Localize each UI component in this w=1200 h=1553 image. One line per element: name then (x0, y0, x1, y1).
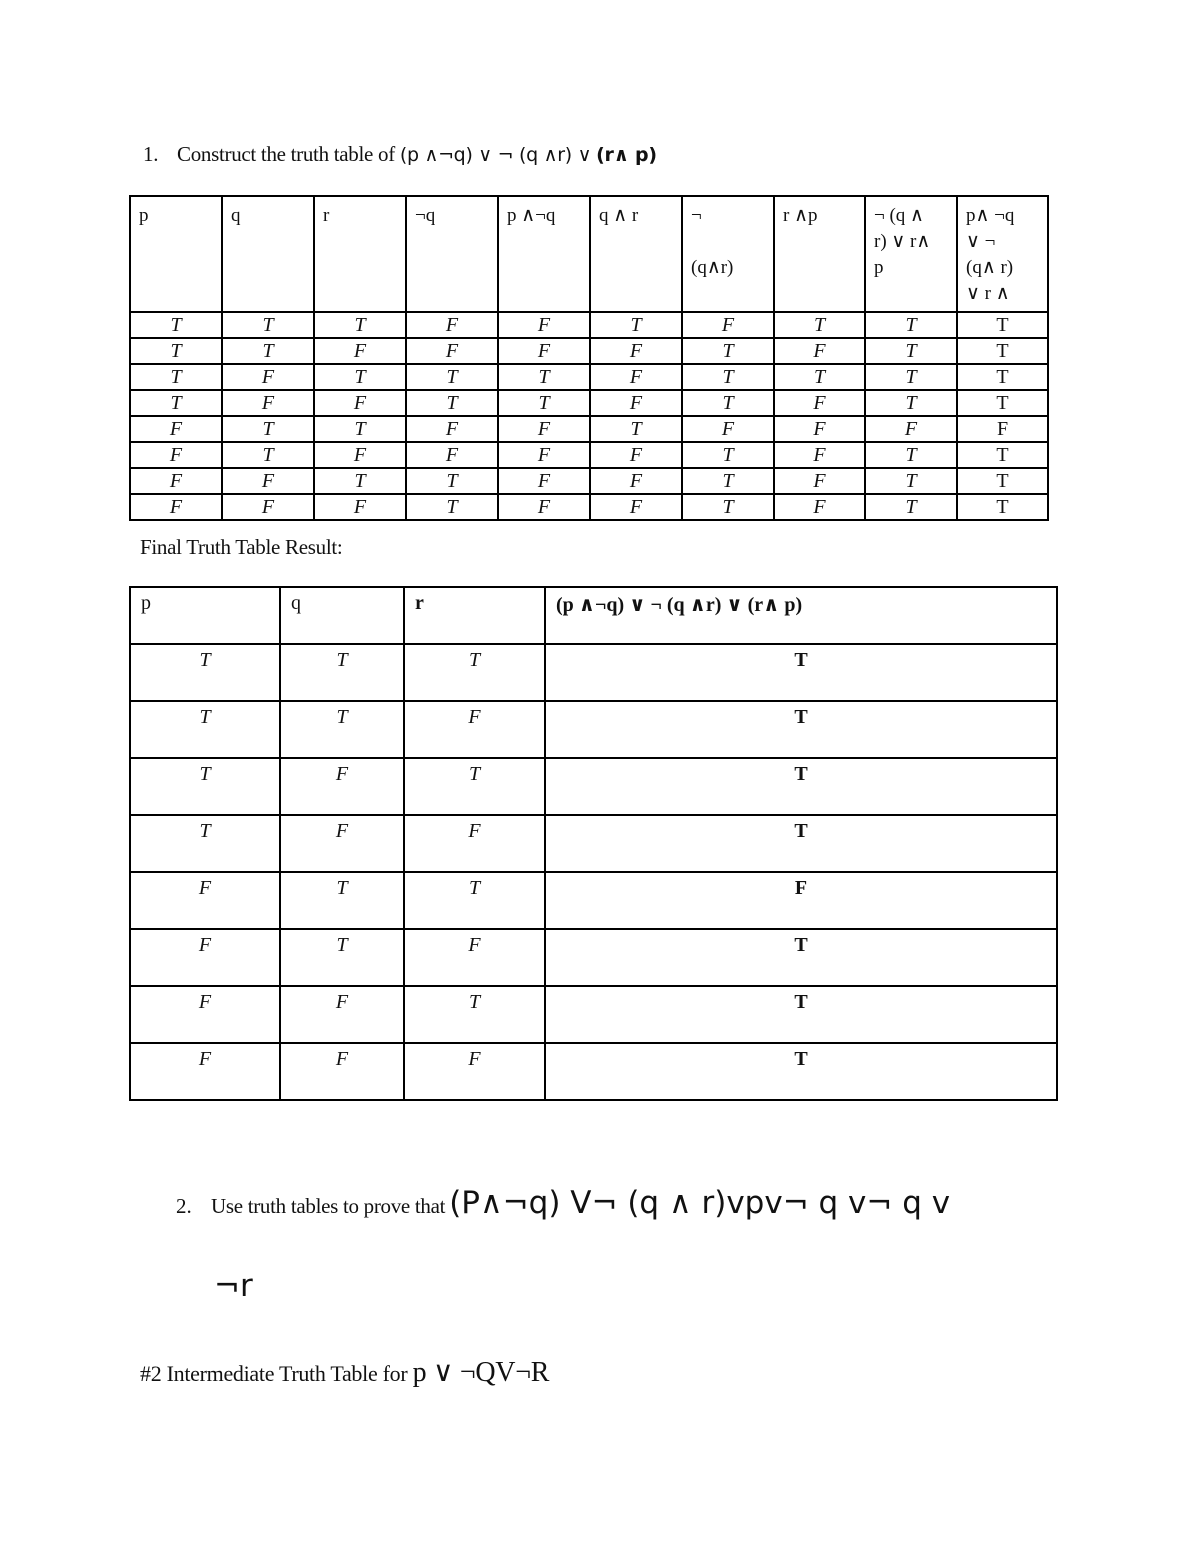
table-cell: T (682, 338, 774, 364)
table-cell: T (130, 815, 280, 872)
header-line: q ∧ r (599, 205, 639, 226)
table-cell: T (957, 364, 1048, 390)
table-header-row (130, 196, 1048, 312)
table-row (130, 312, 1048, 338)
table-cell: F (222, 364, 314, 390)
table-cell: T (865, 312, 957, 338)
table-cell: T (280, 929, 404, 986)
header-line: r) ∨ r∧ (874, 231, 931, 252)
table-cell: T (130, 644, 280, 701)
question-1-expression-tail: (r∧ p) (596, 144, 657, 166)
table-cell: T (130, 390, 222, 416)
question-2 (176, 1185, 1056, 1221)
table-row (130, 758, 1057, 815)
intermediate-label: #2 Intermediate Truth Table for (140, 1361, 408, 1386)
table-cell: T (682, 468, 774, 494)
table-row (130, 644, 1057, 701)
table-cell: F (498, 338, 590, 364)
table-cell: F (590, 338, 682, 364)
question-2-prompt: Use truth tables to prove that (211, 1194, 446, 1218)
table-cell: F (406, 338, 498, 364)
table-cell: T (865, 494, 957, 520)
table-cell: F (130, 442, 222, 468)
table-cell: F (498, 442, 590, 468)
table-cell: T (865, 364, 957, 390)
table-cell: F (314, 442, 406, 468)
header-line: (q∧ r) (966, 257, 1014, 278)
table-cell: F (498, 494, 590, 520)
table-cell: T (222, 442, 314, 468)
question-2-expression: (P∧¬q) V¬ (q ∧ r)vpv¬ q v¬ q v (449, 1185, 951, 1221)
table-cell: F (590, 442, 682, 468)
table-cell: F (130, 929, 280, 986)
table-cell: T (222, 312, 314, 338)
column-header (590, 196, 682, 312)
column-header (130, 196, 222, 312)
table-cell: T (545, 644, 1057, 701)
table-cell: F (774, 442, 865, 468)
table-cell: T (222, 338, 314, 364)
column-header (406, 196, 498, 312)
table-cell: F (222, 494, 314, 520)
table-cell: F (404, 701, 545, 758)
table-cell: T (682, 390, 774, 416)
column-header (865, 196, 957, 312)
table-cell: F (957, 416, 1048, 442)
table-cell: F (406, 416, 498, 442)
table-cell: F (545, 872, 1057, 929)
table-cell: F (406, 312, 498, 338)
header-line: (q∧r) (691, 257, 734, 278)
table-cell: F (498, 416, 590, 442)
table-cell: F (590, 468, 682, 494)
column-header (222, 196, 314, 312)
table-cell: F (590, 494, 682, 520)
table-cell: T (590, 416, 682, 442)
table-cell: T (130, 701, 280, 758)
table-row (130, 1043, 1057, 1100)
table-cell: F (280, 758, 404, 815)
table-cell: T (545, 701, 1057, 758)
table-cell: T (682, 494, 774, 520)
table-cell: F (590, 364, 682, 390)
header-line: ∨ r ∧ (966, 283, 1010, 304)
table-cell: T (406, 494, 498, 520)
table-cell: T (280, 644, 404, 701)
table-cell: T (222, 416, 314, 442)
table-cell: F (774, 468, 865, 494)
question-1 (143, 142, 657, 167)
table-row (130, 494, 1048, 520)
table-cell: F (130, 494, 222, 520)
intermediate-heading (140, 1355, 549, 1389)
final-table-label: Final Truth Table Result: (140, 535, 343, 559)
question-1-expression: (p ∧¬q) ∨ ¬ (q ∧r) ∨ (399, 144, 592, 166)
table-cell: T (545, 929, 1057, 986)
table-cell: T (957, 390, 1048, 416)
header-line (691, 229, 765, 255)
table-cell: F (865, 416, 957, 442)
table-cell: T (957, 468, 1048, 494)
question-1-prompt: Construct the truth table of (177, 142, 395, 166)
header-line: ¬ (691, 205, 702, 226)
table-cell: T (314, 312, 406, 338)
table-cell: T (404, 872, 545, 929)
table-cell: F (222, 390, 314, 416)
table-cell: F (280, 986, 404, 1043)
table-cell: T (865, 390, 957, 416)
question-2-expression-cont: ¬r (214, 1268, 253, 1304)
table-cell: F (404, 929, 545, 986)
table-cell: T (404, 644, 545, 701)
header-line: ∨ ¬ (966, 231, 996, 252)
table-row (130, 364, 1048, 390)
table-cell: T (280, 701, 404, 758)
table-cell: T (545, 1043, 1057, 1100)
table-cell: T (774, 312, 865, 338)
table-cell: T (682, 442, 774, 468)
table-cell: T (314, 364, 406, 390)
column-header (682, 196, 774, 312)
column-header: (p ∧¬q) ∨ ¬ (q ∧r) ∨ (r∧ p) (545, 587, 1057, 644)
column-header (498, 196, 590, 312)
table-cell: F (774, 494, 865, 520)
table-cell: T (682, 364, 774, 390)
table-row (130, 701, 1057, 758)
table-row (130, 442, 1048, 468)
table-cell: T (545, 986, 1057, 1043)
table-row (130, 338, 1048, 364)
table-cell: F (404, 815, 545, 872)
table-row (130, 390, 1048, 416)
table-cell: T (545, 758, 1057, 815)
table-cell: F (222, 468, 314, 494)
table-cell: T (957, 338, 1048, 364)
column-header: q (280, 587, 404, 644)
table-cell: T (404, 758, 545, 815)
final-truth-table (129, 586, 1058, 1101)
table-cell: F (774, 416, 865, 442)
table-cell: T (498, 390, 590, 416)
table-cell: T (957, 494, 1048, 520)
table-cell: T (957, 312, 1048, 338)
header-line: p ∧¬q (507, 205, 556, 226)
table-row (130, 815, 1057, 872)
table-cell: F (280, 815, 404, 872)
table-cell: F (498, 312, 590, 338)
table-cell: T (865, 338, 957, 364)
table-cell: F (682, 416, 774, 442)
table-cell: F (130, 468, 222, 494)
table-row (130, 872, 1057, 929)
table-row (130, 929, 1057, 986)
table-cell: T (404, 986, 545, 1043)
table-cell: T (774, 364, 865, 390)
table-cell: T (130, 758, 280, 815)
table-row (130, 468, 1048, 494)
table-cell: F (406, 442, 498, 468)
table-cell: F (314, 494, 406, 520)
intermediate-truth-table (129, 195, 1049, 521)
table-cell: T (545, 815, 1057, 872)
table-header-row (130, 587, 1057, 644)
table-cell: F (314, 338, 406, 364)
table-cell: F (404, 1043, 545, 1100)
table-cell: T (130, 312, 222, 338)
header-line: q (231, 205, 241, 226)
table-cell: F (314, 390, 406, 416)
table-cell: F (130, 872, 280, 929)
table-cell: T (280, 872, 404, 929)
table-cell: F (130, 986, 280, 1043)
header-line: p (139, 205, 149, 226)
table-row (130, 986, 1057, 1043)
header-line: r ∧p (783, 205, 818, 226)
table-cell: T (130, 338, 222, 364)
table-cell: T (314, 416, 406, 442)
intermediate-expression: p ∨ ¬QV¬R (412, 1357, 550, 1388)
table-cell: T (865, 442, 957, 468)
column-header (314, 196, 406, 312)
header-line: p∧ ¬q (966, 205, 1015, 226)
question-2-number: 2. (176, 1194, 192, 1218)
table-cell: F (774, 338, 865, 364)
table-cell: F (280, 1043, 404, 1100)
column-header: p (130, 587, 280, 644)
table-cell: F (498, 468, 590, 494)
header-line: r (323, 205, 330, 226)
table-cell: T (406, 390, 498, 416)
table-cell: F (682, 312, 774, 338)
table-cell: T (406, 468, 498, 494)
table-row (130, 416, 1048, 442)
header-line: ¬ (q ∧ (874, 205, 924, 226)
table-cell: T (314, 468, 406, 494)
header-line: p (874, 257, 884, 278)
column-header: r (404, 587, 545, 644)
table-cell: F (130, 416, 222, 442)
header-line: ¬q (415, 205, 436, 226)
table-cell: T (498, 364, 590, 390)
table-cell: F (130, 1043, 280, 1100)
table-cell: F (590, 390, 682, 416)
question-1-number: 1. (143, 142, 159, 166)
table-cell: T (957, 442, 1048, 468)
table-cell: T (590, 312, 682, 338)
table-cell: T (865, 468, 957, 494)
table-cell: F (774, 390, 865, 416)
column-header (957, 196, 1048, 312)
table-cell: T (406, 364, 498, 390)
column-header (774, 196, 865, 312)
table-cell: T (130, 364, 222, 390)
